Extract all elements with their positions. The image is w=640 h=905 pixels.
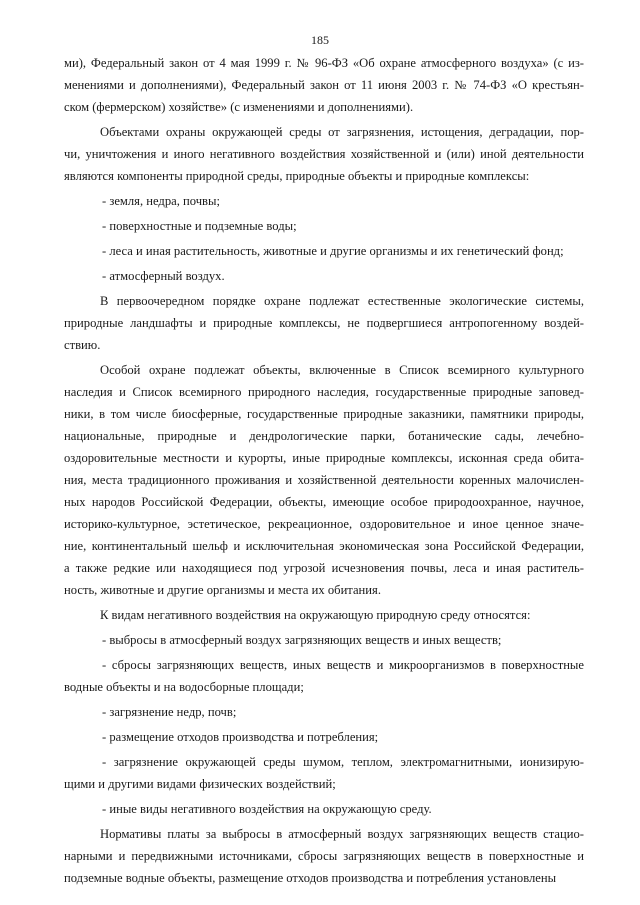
text-line: - атмосферный воздух.: [102, 269, 225, 283]
text-line: - выбросы в атмосферный воздух загрязняющих веществ и иных веществ;: [102, 633, 502, 647]
text-line: природные ландшафты и природные комплексы, не подвергшиеся антропогенному воздей-: [64, 316, 584, 330]
text-line: ском (фермерском) хозяйстве» (с изменениями и дополнениями).: [64, 100, 414, 114]
list-item: [64, 265, 584, 287]
list-item: [64, 798, 584, 820]
paragraph: [64, 359, 584, 601]
text-line: водные объекты и на водосборные площади;: [64, 680, 304, 694]
text-line: - размещение отходов производства и потребления;: [102, 730, 379, 744]
text-line: - загрязнение окружающей среды шумом, теплом, электромагнитными, ионизирую-: [102, 755, 584, 769]
text-line: К видам негативного воздействия на окружающую природную среду относятся:: [100, 608, 531, 622]
text-line: а также редкие или находящиеся под угрозой исчезновения почвы, леса и иная раститель-: [64, 561, 584, 575]
text-line: - иные виды негативного воздействия на окружающую среду.: [102, 802, 432, 816]
text-line: являются компоненты природной среды, природные объекты и природные комплексы:: [64, 169, 530, 183]
text-line: историко-культурное, эстетическое, рекреационное, оздоровительное и иное ценное значе-: [64, 517, 584, 531]
paragraph: [64, 823, 584, 889]
list-item: [64, 751, 584, 795]
text-line: В первоочередном порядке охране подлежат естественные экологические системы,: [100, 294, 584, 308]
paragraph: [64, 121, 584, 187]
text-line: оздоровительные местности и курорты, иные природные комплексы, исконная среда обита-: [64, 451, 584, 465]
text-line: - загрязнение недр, почв;: [102, 705, 237, 719]
list-item: [64, 629, 584, 651]
list-item: [64, 726, 584, 748]
text-line: национальные, природные и дендрологические парки, ботанические сады, лечебно-: [64, 429, 584, 443]
page-number: 185: [311, 33, 329, 47]
text-line: ники, в том числе биосферные, государственные природные заказники, памятники природы,: [64, 407, 584, 421]
list-item: [64, 240, 584, 262]
text-line: - сбросы загрязняющих веществ, иных веществ и микроорганизмов в поверхностные: [102, 658, 584, 672]
page-body: [64, 52, 584, 892]
text-line: ми), Федеральный закон от 4 мая 1999 г. № 96-ФЗ «Об охране атмосферного воздуха» (с из-: [64, 56, 584, 70]
text-line: Объектами охраны окружающей среды от загрязнения, истощения, деградации, пор-: [100, 125, 584, 139]
text-line: Нормативы платы за выбросы в атмосферный воздух загрязняющих веществ стацио-: [100, 827, 584, 841]
paragraph-continuation: [64, 52, 584, 118]
paragraph: [64, 290, 584, 356]
text-line: - леса и иная растительность, животные и другие организмы и их генетический фонд;: [102, 244, 564, 258]
text-line: ния, места традиционного проживания и хозяйственной деятельности коренных малочислен-: [64, 473, 584, 487]
text-line: нарными и передвижными источниками, сбросы загрязняющих веществ в поверхностные и: [64, 849, 584, 863]
text-line: ние, континентальный шельф и исключительная экономическая зона Российской Федерации,: [64, 539, 584, 553]
text-line: - поверхностные и подземные воды;: [102, 219, 297, 233]
text-line: ных народов Российской Федерации, объекты, имеющие особое природоохранное, научное,: [64, 495, 584, 509]
paragraph: [64, 604, 584, 626]
text-line: подземные водные объекты, размещение отходов производства и потребления установлены: [64, 871, 557, 885]
list-item: [64, 701, 584, 723]
text-line: чи, уничтожения и иного негативного воздействия хозяйственной и (или) иной деятельности: [64, 147, 584, 161]
text-line: менениями и дополнениями), Федеральный закон от 11 июня 2003 г. № 74-ФЗ «О крестьян-: [64, 78, 584, 92]
list-item: [64, 215, 584, 237]
list-item: [64, 654, 584, 698]
text-line: щими и другими видами физических воздействий;: [64, 777, 336, 791]
text-line: ствию.: [64, 338, 101, 352]
text-line: наследия и Список всемирного природного наследия, государственные природные заповед-: [64, 385, 584, 399]
list-item: [64, 190, 584, 212]
text-line: - земля, недра, почвы;: [102, 194, 220, 208]
text-line: Особой охране подлежат объекты, включенные в Список всемирного культурного: [100, 363, 584, 377]
text-line: ность, животные и другие организмы и места их обитания.: [64, 583, 381, 597]
